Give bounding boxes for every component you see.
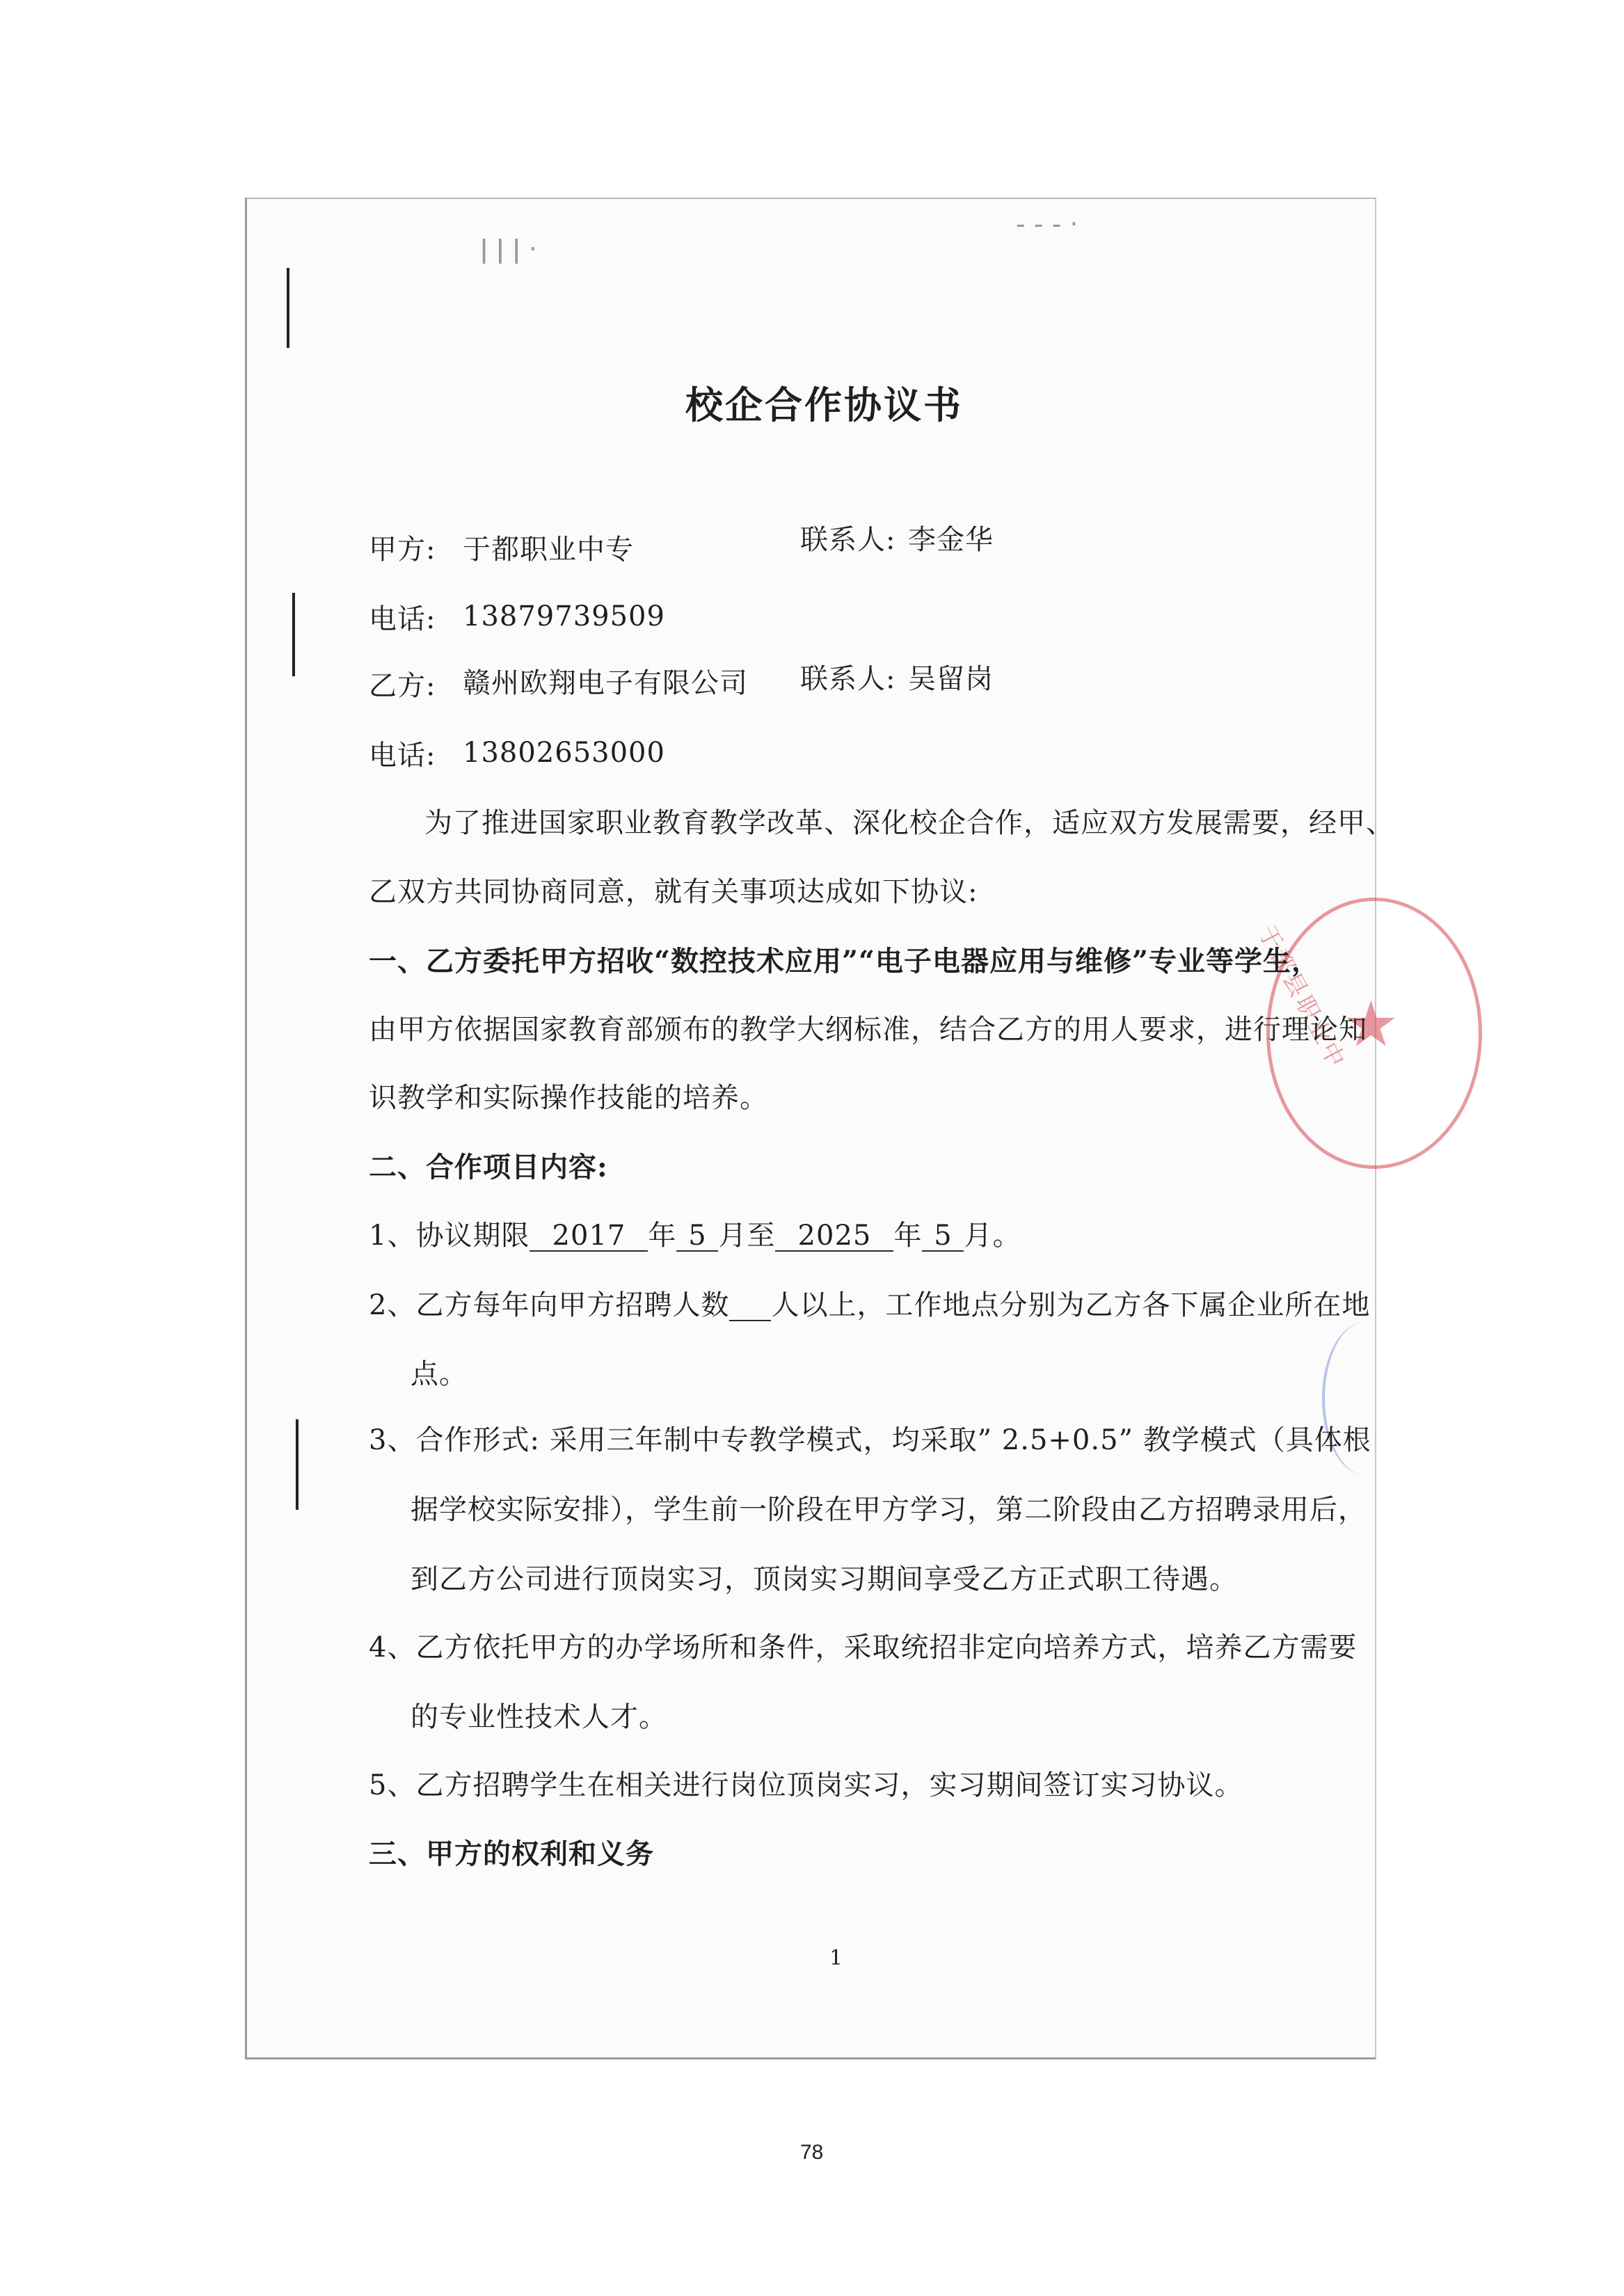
binder-mark <box>292 593 295 676</box>
party-b-phone-label: 电话: <box>369 740 436 772</box>
intro-line: 乙双方共同协商同意，就有关事项达成如下协议: <box>369 876 978 908</box>
item-3-line: 3、合作形式: 采用三年制中专教学模式，均采取” 2.5+0.5” 教学模式（具体根 <box>369 1424 1371 1456</box>
item-3-line: 到乙方公司进行顶岗实习，顶岗实习期间享受乙方正式职工待遇。 <box>411 1563 1238 1595</box>
document-title: 校企合作协议书 <box>685 383 963 427</box>
section-2-heading: 二、合作项目内容: <box>369 1151 608 1183</box>
item-5-line: 5、乙方招聘学生在相关进行岗位顶岗实习，实习期间签订实习协议。 <box>369 1769 1243 1801</box>
party-b-contact: 吴留岗 <box>908 663 994 695</box>
party-a-label: 甲方: <box>369 534 436 566</box>
item-1-agreement-term <box>369 1221 1021 1252</box>
section-1-line: 由甲方依据国家教育部颁布的教学大纲标准，结合乙方的用人要求，进行理论知 <box>369 1014 1367 1046</box>
section-1-line: 一、乙方委托甲方招收“数控技术应用”“电子电器应用与维修”专业等学生， <box>369 945 1321 978</box>
end-month-field: 5 <box>922 1221 964 1252</box>
party-a-name: 于都职业中专 <box>463 534 634 566</box>
party-a-phone-label: 电话: <box>369 603 436 635</box>
recruit-count-field <box>729 1291 771 1321</box>
binder-mark <box>296 1419 298 1510</box>
seal-text: 于都县职业中 <box>1252 920 1351 1074</box>
party-a-phone: 13879739509 <box>463 600 665 632</box>
item-2-prefix: 2、乙方每年向甲方招聘人数 <box>369 1289 730 1321</box>
year-label: 年 <box>893 1220 923 1252</box>
item-1-suffix: 月。 <box>964 1220 1021 1252</box>
party-a-contact: 李金华 <box>908 524 994 556</box>
section-1-line: 识教学和实际操作技能的培养。 <box>369 1082 768 1114</box>
party-b-name: 赣州欧翔电子有限公司 <box>463 667 748 699</box>
month-to-label: 月至 <box>718 1220 776 1252</box>
item-2-continuation: 点。 <box>411 1358 468 1390</box>
item-4-line: 的专业性技术人才。 <box>411 1701 667 1733</box>
party-a-contact-label: 联系人: <box>800 524 896 556</box>
year-label: 年 <box>648 1220 677 1252</box>
party-b-label: 乙方: <box>369 670 436 702</box>
item-3-line: 据学校实际安排），学生前一阶段在甲方学习，第二阶段由乙方招聘录用后， <box>411 1494 1367 1526</box>
binder-mark <box>287 268 289 348</box>
item-1-prefix: 1、协议期限 <box>369 1220 530 1252</box>
start-year-field: 2017 <box>530 1221 648 1252</box>
end-year-field: 2025 <box>775 1221 893 1252</box>
item-2-recruitment <box>369 1291 1370 1321</box>
faint-scribble: - - - · <box>1016 209 1078 239</box>
page-number: 78 <box>800 2141 824 2164</box>
item-2-suffix: 人以上，工作地点分别为乙方各下属企业所在地 <box>771 1289 1371 1321</box>
seal-star-icon: ★ <box>1343 988 1399 1061</box>
section-3-heading: 三、甲方的权利和义务 <box>369 1837 654 1870</box>
party-b-phone: 13802653000 <box>463 737 665 769</box>
item-4-line: 4、乙方依托甲方的办学场所和条件，采取统招非定向培养方式，培养乙方需要 <box>369 1632 1358 1664</box>
scan-page-number: 1 <box>829 1946 844 1970</box>
faint-scribble: ǀ ǀ ǀ · <box>480 234 537 264</box>
intro-line: 为了推进国家职业教育教学改革、深化校企合作，适应双方发展需要，经甲、 <box>424 807 1394 839</box>
party-b-contact-label: 联系人: <box>800 663 896 695</box>
start-month-field: 5 <box>676 1221 718 1252</box>
